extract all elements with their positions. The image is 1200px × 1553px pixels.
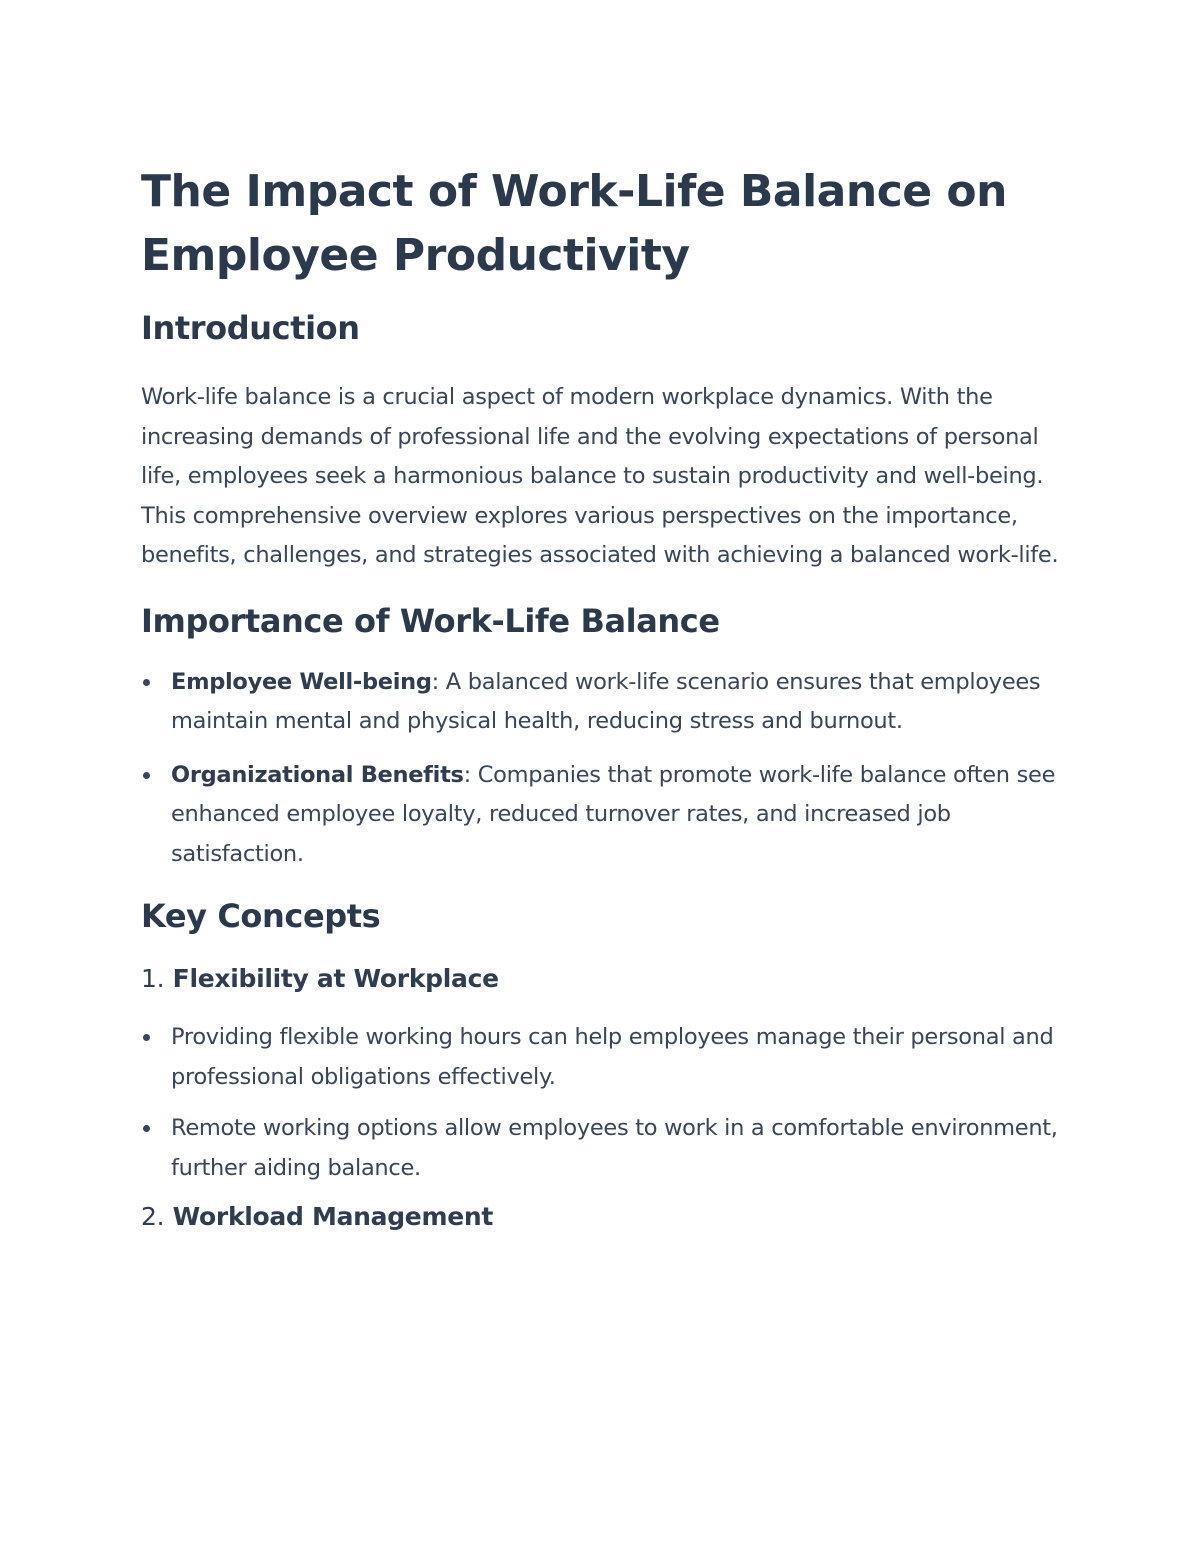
key-concepts-heading: Key Concepts	[141, 897, 381, 935]
bullet-icon	[143, 679, 150, 686]
subheading-workload	[141, 1200, 1071, 1234]
list-item-text: : Companies that promote work-life balance often see enhanced employee loyalty, reduced turnover rates, and increased job satisfaction.	[171, 761, 1056, 867]
importance-heading: Importance of Work-Life Balance	[141, 601, 720, 640]
flexibility-list	[141, 1018, 1071, 1188]
list-item	[141, 756, 1071, 875]
list-item-text: Providing flexible working hours can help employees manage their personal and professional obligations effectively.	[171, 1024, 1054, 1090]
bullet-icon	[143, 1125, 150, 1132]
subheading-flexibility	[141, 962, 1071, 996]
introduction-paragraph: Work-life balance is a crucial aspect of modern workplace dynamics. With the increasing demands of professional life and the evolving expectations of personal life, employees seek a harmonious balance to sustain productivity and well-being. This comprehensive overview explores various perspectives on the importance, benefits, challenges, and strategies associated with achieving a balanced work-life.	[141, 384, 1059, 568]
list-item	[141, 663, 1071, 742]
list-item	[141, 1018, 1071, 1097]
bullet-icon	[143, 772, 150, 779]
introduction-heading: Introduction	[141, 309, 360, 347]
list-item-text: : A balanced work-life scenario ensures that employees maintain mental and physical health, reducing stress and burnout.	[171, 668, 1041, 734]
subheading-title: Flexibility at Workplace	[172, 964, 499, 993]
document-title: The Impact of Work-Life Balance on Employee Productivity	[141, 166, 1007, 281]
document-page	[141, 160, 1071, 1234]
list-item	[141, 1109, 1071, 1188]
list-item-term: Employee Well-being	[171, 668, 432, 695]
subheading-title: Workload Management	[172, 1202, 494, 1231]
subheading-number: 2.	[141, 1202, 165, 1231]
subheading-number: 1.	[141, 964, 165, 993]
bullet-icon	[143, 1034, 150, 1041]
list-item-term: Organizational Benefits	[171, 761, 464, 788]
list-item-text: Remote working options allow employees to work in a comfortable environment, further aiding balance.	[171, 1115, 1058, 1181]
importance-list	[141, 663, 1071, 875]
